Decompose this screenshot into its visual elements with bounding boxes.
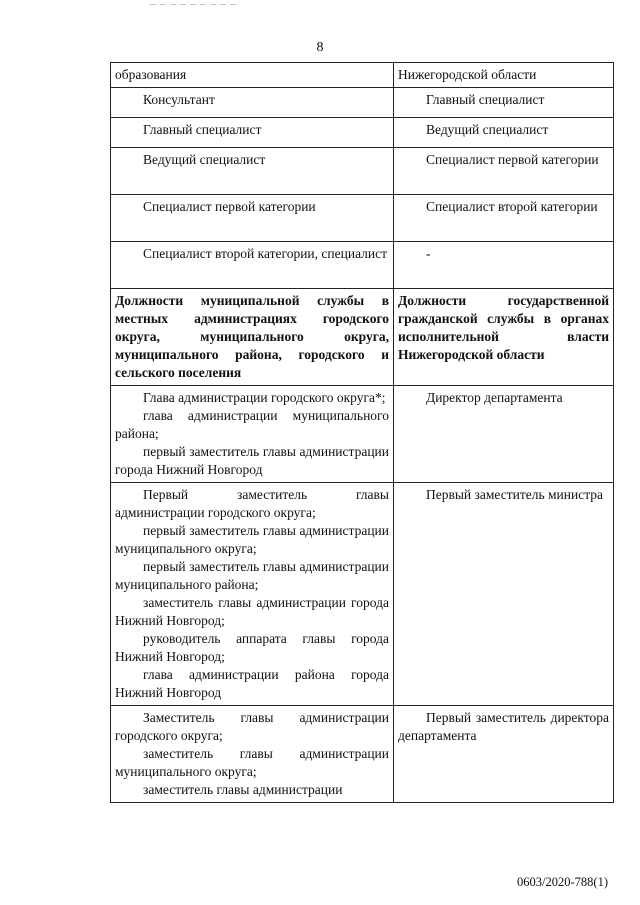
scan-artifact (150, 4, 240, 5)
cell-paragraph: заместитель главы администрации муниципального округа; (115, 746, 389, 779)
page-number: 8 (316, 40, 324, 55)
cell-paragraph: заместитель главы администрации (143, 782, 343, 797)
cell-text: Специалист второй категории (426, 199, 598, 214)
cell-text: Первый заместитель директора департамента (398, 710, 609, 743)
cell-paragraph: Заместитель главы администрации городского округа; (115, 710, 389, 743)
cell-text: Ведущий специалист (143, 152, 266, 167)
table-header-row (111, 289, 614, 386)
cell-paragraph: заместитель главы администрации города Нижний Новгород; (115, 595, 389, 628)
left-cell (111, 88, 394, 118)
table-row (111, 706, 614, 803)
left-cell (111, 386, 394, 483)
table-row (111, 483, 614, 706)
left-cell (111, 195, 394, 242)
table-row (111, 88, 614, 118)
right-cell (394, 386, 614, 483)
cell-paragraph: руководитель аппарата главы города Нижний Новгород; (115, 631, 389, 664)
cell-text: - (426, 246, 431, 261)
right-cell (394, 88, 614, 118)
cell-paragraph: Глава администрации городского округа*; (143, 390, 386, 405)
cell-paragraph: Первый заместитель главы администрации городского округа; (115, 487, 389, 520)
right-cell (394, 195, 614, 242)
cell-paragraph: первый заместитель главы администрации муниципального района; (115, 559, 389, 592)
cell-paragraph: глава администрации района города Нижний Новгород (115, 667, 389, 700)
table-row (111, 148, 614, 195)
left-cell (111, 706, 394, 803)
cell-text: Директор департамента (426, 390, 563, 405)
left-cell (111, 148, 394, 195)
cell-text: Специалист первой категории (143, 199, 316, 214)
left-header-cell (111, 289, 394, 386)
right-cell (394, 483, 614, 706)
cell-text: Главный специалист (143, 122, 262, 137)
right-cell (394, 706, 614, 803)
column-heading: Должности муниципальной службы в местных администрациях городского округа, муниципального округа, муниципального района, городского и сельского поселения (115, 293, 389, 380)
cell-text: образования (115, 67, 187, 82)
right-cell (394, 63, 614, 88)
right-cell (394, 118, 614, 148)
table-row (111, 118, 614, 148)
document-code: 0603/2020-788(1) (517, 875, 608, 889)
cell-text: Специалист второй категории, специалист (143, 246, 388, 261)
cell-text: Первый заместитель министра (426, 487, 604, 502)
table-row (111, 63, 614, 88)
right-cell (394, 242, 614, 289)
cell-text: Специалист первой категории (426, 152, 599, 167)
cell-paragraph: первый заместитель главы администрации муниципального округа; (115, 523, 389, 556)
left-cell (111, 118, 394, 148)
table-row (111, 195, 614, 242)
cell-text: Консультант (143, 92, 215, 107)
right-cell (394, 148, 614, 195)
cell-text: Главный специалист (426, 92, 545, 107)
positions-table (110, 62, 614, 803)
left-cell (111, 242, 394, 289)
cell-text: Нижегородской области (398, 67, 537, 82)
left-cell (111, 483, 394, 706)
column-heading: Должности государственной гражданской службы в органах исполнительной власти Нижегородской области (398, 293, 609, 362)
table-row (111, 386, 614, 483)
table-row (111, 242, 614, 289)
cell-paragraph: глава администрации муниципального района; (115, 408, 389, 441)
right-header-cell (394, 289, 614, 386)
left-cell (111, 63, 394, 88)
cell-paragraph: первый заместитель главы администрации города Нижний Новгород (115, 444, 389, 477)
cell-text: Ведущий специалист (426, 122, 549, 137)
